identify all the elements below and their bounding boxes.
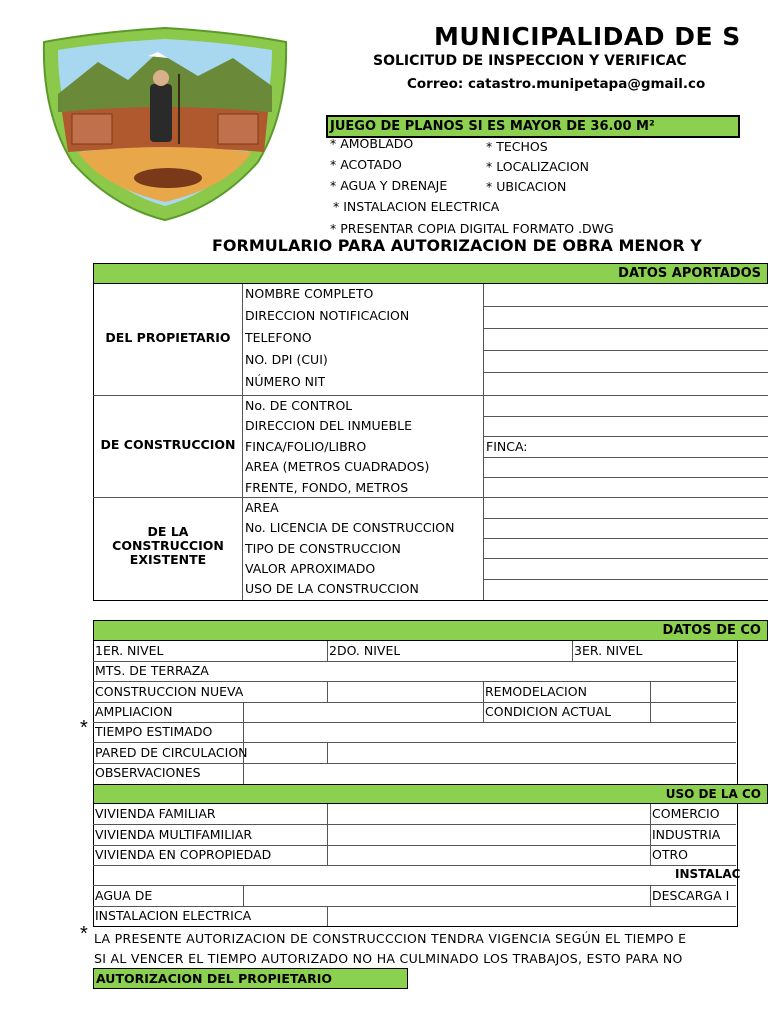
field-label: No. DE CONTROL bbox=[245, 398, 353, 413]
finca-field[interactable]: FINCA: bbox=[486, 439, 528, 454]
requirement-item: * TECHOS bbox=[486, 139, 548, 154]
nivel-3-label: 3ER. NIVEL bbox=[574, 643, 643, 658]
owner-authorization-heading: AUTORIZACION DEL PROPIETARIO bbox=[93, 968, 408, 989]
vivienda-familiar-label: VIVIENDA FAMILIAR bbox=[95, 806, 216, 821]
plans-requirement-heading: JUEGO DE PLANOS SI ES MAYOR DE 36.00 M² bbox=[326, 115, 740, 138]
tiempo-estimado-label: TIEMPO ESTIMADO bbox=[95, 724, 213, 739]
comercio-label: COMERCIO bbox=[652, 806, 720, 821]
asterisk-mark: * bbox=[80, 717, 88, 739]
field-label: No. LICENCIA DE CONSTRUCCION bbox=[245, 520, 455, 535]
instalacion-electrica-label: INSTALACION ELECTRICA bbox=[95, 908, 252, 923]
pared-circulacion-label: PARED DE CIRCULACION bbox=[95, 745, 248, 760]
remodelacion-label: REMODELACION bbox=[485, 684, 587, 699]
requirement-item: * INSTALACION ELECTRICA bbox=[333, 199, 500, 214]
group-label-existing: DE LA CONSTRUCCION EXISTENTE bbox=[112, 524, 224, 567]
nivel-2-label: 2DO. NIVEL bbox=[329, 643, 401, 658]
field-label: VALOR APROXIMADO bbox=[245, 561, 376, 576]
validity-note-line2: SI AL VENCER EL TIEMPO AUTORIZADO NO HA CULMINADO LOS TRABAJOS, ESTO PARA NO bbox=[94, 951, 683, 966]
vivienda-multifamiliar-label: VIVIENDA MULTIFAMILIAR bbox=[95, 827, 253, 842]
requirement-item: * AGUA Y DRENAJE bbox=[330, 178, 448, 193]
construccion-nueva-label: CONSTRUCCION NUEVA bbox=[95, 684, 244, 699]
validity-note-line1: LA PRESENTE AUTORIZACION DE CONSTRUCCCION TENDRA VIGENCIA SEGÚN EL TIEMPO E bbox=[94, 931, 687, 946]
requirement-item: * UBICACION bbox=[486, 179, 567, 194]
terraza-label: MTS. DE TERRAZA bbox=[95, 663, 209, 678]
field-label: AREA bbox=[245, 500, 279, 515]
field-label: DIRECCION NOTIFICACION bbox=[245, 308, 410, 323]
field-label: USO DE LA CONSTRUCCION bbox=[245, 581, 419, 596]
section-bar-datos-aportados: DATOS APORTADOS bbox=[93, 263, 768, 284]
form-title: FORMULARIO PARA AUTORIZACION DE OBRA MENOR Y bbox=[212, 236, 702, 255]
field-label: FINCA/FOLIO/LIBRO bbox=[245, 439, 367, 454]
condicion-actual-label: CONDICION ACTUAL bbox=[485, 704, 612, 719]
field-label: TIPO DE CONSTRUCCION bbox=[245, 541, 401, 556]
descarga-label: DESCARGA I bbox=[652, 888, 730, 903]
requirement-item: * AMOBLADO bbox=[330, 136, 414, 151]
group-label-construction: DE CONSTRUCCION bbox=[100, 437, 236, 452]
group-label-owner: DEL PROPIETARIO bbox=[105, 330, 231, 345]
requirement-item: * LOCALIZACION bbox=[486, 159, 590, 174]
observaciones-label: OBSERVACIONES bbox=[95, 765, 201, 780]
field-label: NO. DPI (CUI) bbox=[245, 352, 328, 367]
requirement-item: * PRESENTAR COPIA DIGITAL FORMATO .DWG bbox=[330, 221, 614, 236]
field-label: DIRECCION DEL INMUEBLE bbox=[245, 418, 412, 433]
section-bar-datos-construccion: DATOS DE CO bbox=[93, 620, 768, 641]
field-label: AREA (METROS CUADRADOS) bbox=[245, 459, 430, 474]
agua-label: AGUA DE bbox=[95, 888, 153, 903]
page-title: MUNICIPALIDAD DE S bbox=[434, 22, 741, 51]
ampliacion-label: AMPLIACION bbox=[95, 704, 173, 719]
asterisk-mark: * bbox=[80, 923, 88, 945]
field-label: TELEFONO bbox=[245, 330, 312, 345]
contact-email: Correo: catastro.munipetapa@gmail.co bbox=[407, 76, 706, 92]
vivienda-copropiedad-label: VIVIENDA EN COPROPIEDAD bbox=[95, 847, 272, 862]
requirement-item: * ACOTADO bbox=[330, 157, 402, 172]
section-bar-uso-construccion: USO DE LA CO bbox=[93, 784, 768, 804]
field-label: NOMBRE COMPLETO bbox=[245, 286, 374, 301]
field-label: FRENTE, FONDO, METROS bbox=[245, 480, 409, 495]
industria-label: INDUSTRIA bbox=[652, 827, 721, 842]
instalaciones-heading: INSTALAC bbox=[675, 867, 741, 881]
municipal-coat-of-arms-icon bbox=[38, 22, 292, 222]
nivel-1-label: 1ER. NIVEL bbox=[95, 643, 164, 658]
otro-label: OTRO bbox=[652, 847, 688, 862]
field-label: NÚMERO NIT bbox=[245, 374, 326, 389]
page-subtitle: SOLICITUD DE INSPECCION Y VERIFICAC bbox=[373, 53, 687, 69]
